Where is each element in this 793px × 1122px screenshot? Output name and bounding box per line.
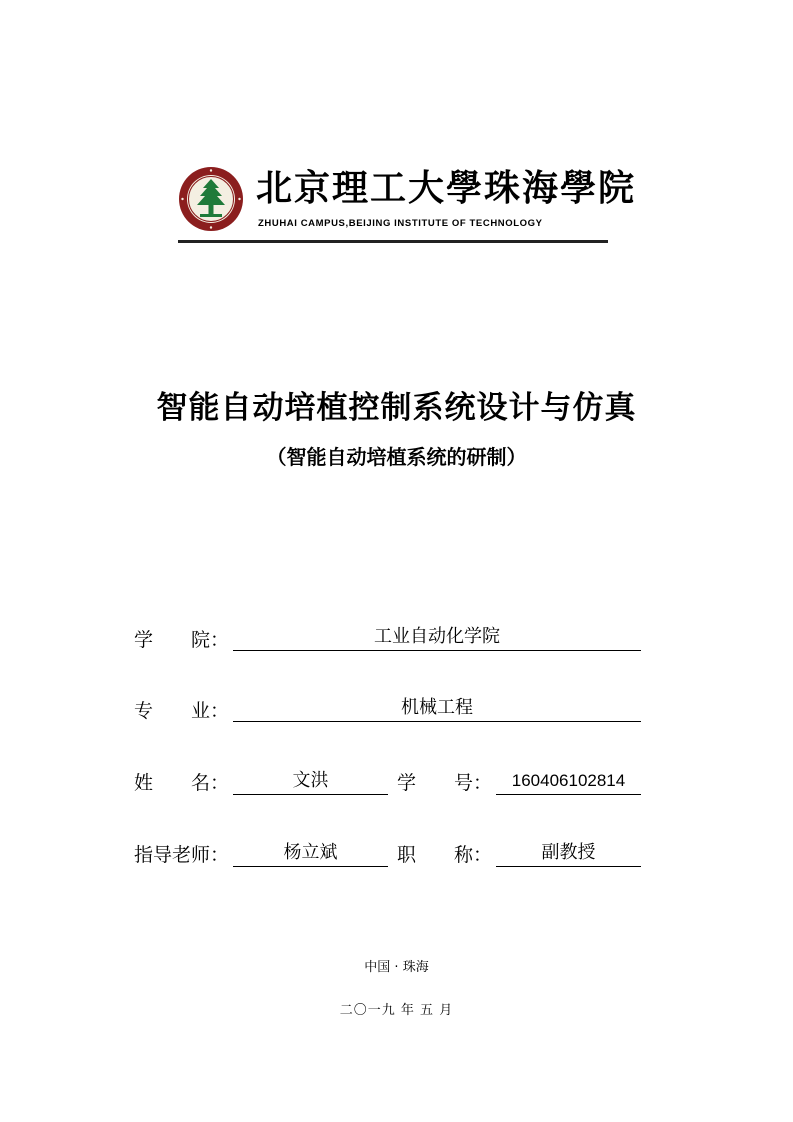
college-label: 学 院： [134, 629, 230, 651]
school-name-chinese: 北京理工大學珠海學院 [256, 167, 637, 209]
school-name-english: ZHUHAI CAMPUS,BEIJING INSTITUTE OF TECHNOLOGY [258, 218, 543, 229]
location: 中国 · 珠海 [364, 960, 429, 975]
academic-title-label: 职 称： [397, 844, 493, 866]
advisor-label: 指导老师： [134, 844, 230, 866]
school-header [178, 160, 637, 246]
university-emblem-icon [178, 166, 244, 232]
student-id-value: 160406102814 [496, 770, 641, 795]
submission-date: 二〇一九 年 五 月 [339, 1003, 454, 1018]
college-value: 工业自动化学院 [233, 626, 641, 651]
student-id-label: 学 号： [397, 772, 493, 794]
thesis-title: 智能自动培植控制系统设计与仿真 [156, 390, 637, 426]
header-divider [178, 240, 608, 243]
advisor-value: 杨立斌 [233, 842, 388, 867]
name-value: 文洪 [233, 770, 388, 795]
major-label: 专 业： [134, 700, 230, 722]
major-value: 机械工程 [233, 697, 641, 722]
thesis-subtitle: （智能自动培植系统的研制） [266, 445, 527, 469]
name-label: 姓 名： [134, 772, 230, 794]
academic-title-value: 副教授 [496, 842, 641, 867]
